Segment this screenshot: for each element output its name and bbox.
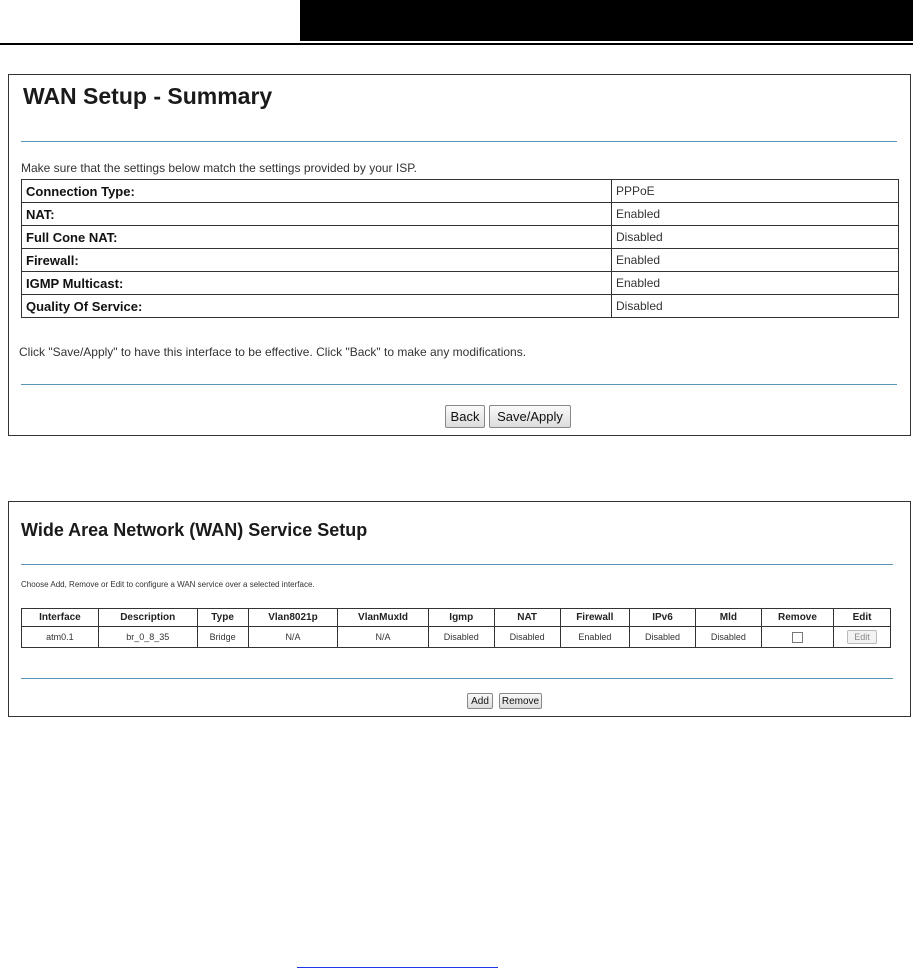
summary-title: WAN Setup - Summary xyxy=(23,83,273,109)
table-row xyxy=(22,272,899,295)
column-header: NAT xyxy=(494,609,560,627)
column-header: Firewall xyxy=(560,609,630,627)
cell-mld: Disabled xyxy=(695,627,761,648)
row-value: Disabled xyxy=(612,295,899,318)
table-row xyxy=(22,627,891,648)
row-label: Firewall: xyxy=(22,249,612,272)
cell-interface: atm0.1 xyxy=(22,627,99,648)
column-header: Type xyxy=(197,609,248,627)
row-value: PPPoE xyxy=(612,180,899,203)
row-label: NAT: xyxy=(22,203,612,226)
summary-divider-bottom xyxy=(21,384,897,385)
column-header: IPv6 xyxy=(630,609,696,627)
link-underline[interactable] xyxy=(297,967,498,968)
cell-type: Bridge xyxy=(197,627,248,648)
remove-checkbox[interactable] xyxy=(792,632,803,643)
summary-note: Click "Save/Apply" to have this interface to be effective. Click "Back" to make any modifications. xyxy=(19,345,527,359)
row-label: Full Cone NAT: xyxy=(22,226,612,249)
table-row xyxy=(22,180,899,203)
cell-vlanmuxid: N/A xyxy=(338,627,429,648)
back-button[interactable]: Back xyxy=(445,405,485,428)
wan-service-panel xyxy=(8,501,911,717)
cell-firewall: Enabled xyxy=(560,627,630,648)
wan-intro: Choose Add, Remove or Edit to configure a WAN service over a selected interface. xyxy=(21,580,315,589)
column-header: VlanMuxId xyxy=(338,609,429,627)
row-value: Enabled xyxy=(612,272,899,295)
header-rule xyxy=(0,43,913,45)
row-label: Quality Of Service: xyxy=(22,295,612,318)
wan-service-table xyxy=(21,608,891,648)
cell-description: br_0_8_35 xyxy=(98,627,197,648)
remove-button[interactable]: Remove xyxy=(499,693,542,709)
add-button[interactable]: Add xyxy=(467,693,493,709)
cell-remove xyxy=(761,627,833,648)
table-row xyxy=(22,295,899,318)
save-apply-button[interactable]: Save/Apply xyxy=(489,405,571,428)
summary-table xyxy=(21,179,899,318)
wan-title: Wide Area Network (WAN) Service Setup xyxy=(21,520,368,540)
table-row xyxy=(22,249,899,272)
cell-vlan8021p: N/A xyxy=(248,627,338,648)
column-header: Edit xyxy=(834,609,891,627)
cell-igmp: Disabled xyxy=(428,627,494,648)
column-header: Igmp xyxy=(428,609,494,627)
row-value: Enabled xyxy=(612,203,899,226)
wan-divider-bottom xyxy=(21,678,893,679)
column-header: Remove xyxy=(761,609,833,627)
summary-divider-top xyxy=(21,141,897,142)
table-header-row xyxy=(22,609,891,627)
row-label: Connection Type: xyxy=(22,180,612,203)
wan-summary-panel xyxy=(8,74,911,436)
edit-button[interactable]: Edit xyxy=(847,630,877,644)
row-value: Enabled xyxy=(612,249,899,272)
row-value: Disabled xyxy=(612,226,899,249)
column-header: Interface xyxy=(22,609,99,627)
cell-nat: Disabled xyxy=(494,627,560,648)
column-header: Vlan8021p xyxy=(248,609,338,627)
row-label: IGMP Multicast: xyxy=(22,272,612,295)
column-header: Description xyxy=(98,609,197,627)
wan-divider-top xyxy=(21,564,893,565)
cell-ipv6: Disabled xyxy=(630,627,696,648)
cell-edit xyxy=(834,627,891,648)
summary-intro: Make sure that the settings below match the settings provided by your ISP. xyxy=(21,161,417,175)
column-header: Mld xyxy=(695,609,761,627)
header-bar xyxy=(300,0,913,41)
table-row xyxy=(22,203,899,226)
table-row xyxy=(22,226,899,249)
